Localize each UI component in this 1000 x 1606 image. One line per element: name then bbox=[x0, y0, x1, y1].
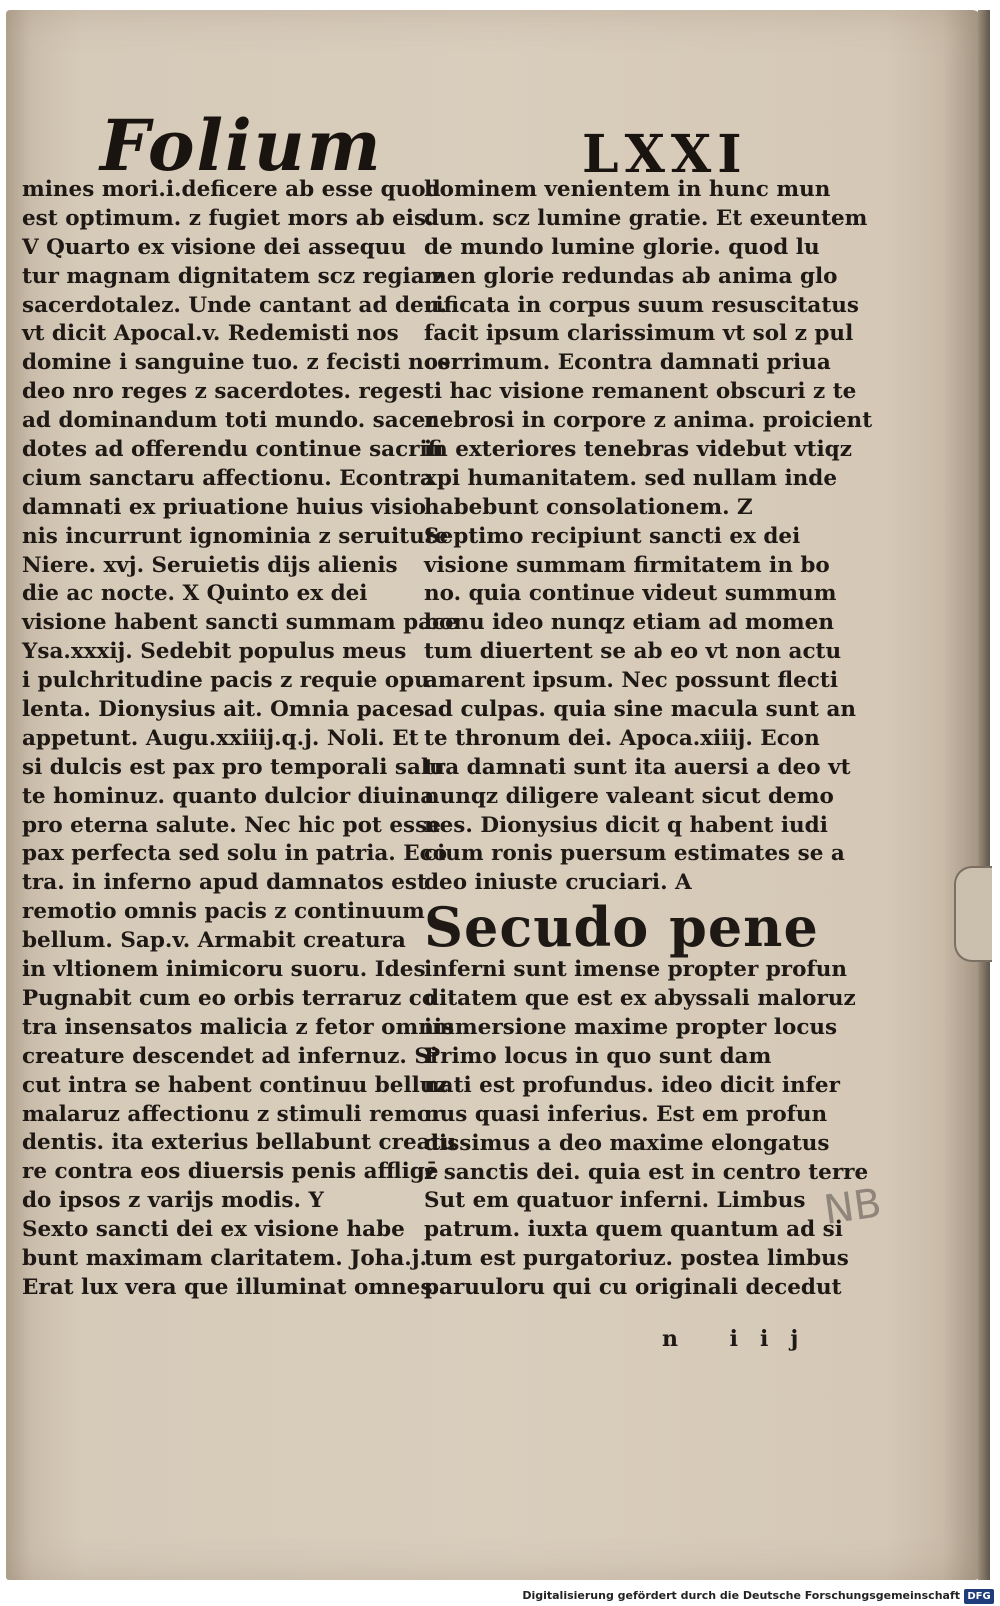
text-line: tur magnam dignitatem scz regia z bbox=[22, 263, 445, 289]
right-column-top bbox=[424, 176, 873, 898]
text-line: Pugnabit cum eo orbis terraruz co bbox=[22, 985, 437, 1011]
signature-mark: n iij bbox=[662, 1326, 821, 1352]
leaf-edge bbox=[978, 10, 990, 1580]
dfg-logo: DFG bbox=[964, 1589, 994, 1604]
text-line: inferni sunt imense propter profun bbox=[424, 957, 847, 983]
text-line: xpi humanitatem. sed nullam inde bbox=[424, 465, 838, 491]
text-line: si dulcis est pax pro temporali salu bbox=[22, 754, 445, 780]
text-line: cut intra se habent continuu belluz bbox=[22, 1072, 448, 1098]
text-line: hominem venientem in hunc mun bbox=[424, 177, 831, 202]
text-line: deo iniuste cruciari. A bbox=[424, 870, 692, 896]
text-line: tra damnati sunt ita auersi a deo vt bbox=[424, 754, 851, 780]
text-line: pax perfecta sed solu in patria. Eco bbox=[22, 841, 448, 867]
text-line: re contra eos diuersis penis affligē bbox=[22, 1159, 439, 1185]
text-line: mines mori.i.deficere ab esse quod bbox=[22, 177, 441, 202]
text-line: nus quasi inferius. Est em profun bbox=[424, 1101, 828, 1127]
text-line: dissimus a deo maxime elongatus bbox=[424, 1130, 830, 1156]
text-line: malaruz affectionu z stimuli remor bbox=[22, 1101, 443, 1127]
text-line: Sexto sancti dei ex visione habe bbox=[22, 1217, 405, 1243]
text-line: vt dicit Apocal.v. Redemisti nos bbox=[22, 321, 399, 347]
running-head-folium: Folium bbox=[100, 104, 383, 187]
text-line: nis incurrunt ignominia z seruitute bbox=[22, 523, 449, 549]
text-line: Primo locus in quo sunt dam bbox=[424, 1043, 772, 1069]
text-line: bonu ideo nunqz etiam ad momen bbox=[424, 610, 834, 636]
text-line: remotio omnis pacis z continuum bbox=[22, 899, 425, 925]
text-line: nes. Dionysius dicit q habent iudi bbox=[424, 812, 828, 838]
text-line: Sut em quatuor inferni. Limbus bbox=[424, 1188, 806, 1214]
text-line: habebunt consolationem. Z bbox=[424, 494, 753, 520]
folio-number: LXXI bbox=[582, 124, 748, 185]
text-line: nebrosi in corpore z anima. proicient bbox=[424, 408, 873, 434]
margin-note: NB bbox=[821, 1180, 885, 1234]
text-line: pro eterna salute. Nec hic pot esse bbox=[22, 812, 441, 838]
text-line: ad dominandum toti mundo. sacer bbox=[22, 408, 437, 434]
text-line: damnati ex priuatione huius visio bbox=[22, 494, 427, 520]
text-line: tum est purgatoriuz. postea limbus bbox=[424, 1246, 849, 1272]
text-line: lenta. Dionysius ait. Omnia paces bbox=[22, 697, 425, 723]
text-line: in vltionem inimicoru suoru. Ides bbox=[22, 957, 426, 983]
text-line: rificata in corpus suum resuscitatus bbox=[424, 292, 860, 318]
text-line: cerrimum. Econtra damnati priua bbox=[424, 350, 831, 376]
text-line: appetunt. Augu.xxiiij.q.j. Noli. Et bbox=[22, 725, 419, 751]
text-line: cium ronis puersum estimates se a bbox=[424, 841, 845, 867]
footer-credit: Digitalisierung gefördert durch die Deutsche Forschungsgemeinschaft bbox=[522, 1589, 960, 1602]
text-line: dum. scz lumine gratie. Et exeuntem bbox=[424, 205, 868, 231]
text-line: ti hac visione remanent obscuri z te bbox=[424, 379, 857, 405]
text-line: nunqz diligere valeant sicut demo bbox=[424, 783, 834, 809]
right-column bbox=[424, 176, 873, 1303]
text-line: paruuloru qui cu originali decedut bbox=[424, 1275, 842, 1301]
text-line: dentis. ita exterius bellabunt creatu bbox=[22, 1130, 457, 1156]
text-line: bunt maximam claritatem. Joha.j. bbox=[22, 1245, 427, 1271]
text-line: cium sanctaru affectionu. Econtra bbox=[22, 465, 434, 491]
text-line: te thronum dei. Apoca.xiiij. Econ bbox=[424, 725, 820, 751]
text-line: te hominuz. quanto dulcior diuina bbox=[22, 783, 435, 809]
text-line: domine i sanguine tuo. z fecisti nos bbox=[22, 350, 451, 376]
text-line: patrum. iuxta quem quantum ad si bbox=[424, 1217, 843, 1243]
text-line: creature descendet ad infernuz. Si bbox=[22, 1043, 439, 1069]
left-column bbox=[22, 176, 459, 1303]
text-line: deo nro reges z sacerdotes. reges bbox=[22, 379, 425, 405]
clasp-tab bbox=[954, 866, 992, 962]
text-line: ditatem que est ex abyssali maloruz bbox=[424, 986, 856, 1012]
text-line: i pulchritudine pacis z requie opu bbox=[22, 668, 430, 694]
text-line: immersione maxime propter locus bbox=[424, 1015, 838, 1041]
text-line: Niere. xvj. Seruietis dijs alienis bbox=[22, 552, 398, 578]
text-line: tra. in inferno apud damnatos est bbox=[22, 870, 427, 896]
text-line: de mundo lumine glorie. quod lu bbox=[424, 234, 820, 260]
section-heading: Secudo pene bbox=[424, 895, 819, 960]
text-line: dotes ad offerendu continue sacrifi bbox=[22, 437, 444, 463]
text-line: est optimum. z fugiet mors ab eis. bbox=[22, 205, 434, 231]
text-line: facit ipsum clarissimum vt sol z pul bbox=[424, 321, 854, 347]
text-line: no. quia continue videut summum bbox=[424, 581, 837, 607]
text-line: V Quarto ex visione dei assequu bbox=[22, 234, 407, 260]
text-line: Erat lux vera que illuminat omnes bbox=[22, 1274, 433, 1300]
text-line: z sanctis dei. quia est in centro terre bbox=[424, 1159, 869, 1185]
text-line: die ac nocte. X Quinto ex dei bbox=[22, 581, 368, 607]
text-line: bellum. Sap.v. Armabit creatura bbox=[22, 928, 406, 954]
text-line: ad culpas. quia sine macula sunt an bbox=[424, 697, 857, 723]
text-line: do ipsos z varijs modis. Y bbox=[22, 1188, 324, 1214]
text-line: nati est profundus. ideo dicit infer bbox=[424, 1072, 840, 1098]
text-line: Ysa.xxxij. Sedebit populus meus bbox=[22, 639, 407, 665]
text-line: tra insensatos malicia z fetor omnis bbox=[22, 1014, 455, 1040]
text-line: sacerdotalez. Unde cantant ad deu. bbox=[22, 292, 447, 318]
text-line: visione summam firmitatem in bo bbox=[424, 552, 830, 578]
text-line: men glorie redundas ab anima glo bbox=[424, 263, 838, 289]
text-line: amarent ipsum. Nec possunt flecti bbox=[424, 668, 838, 694]
text-line: Septimo recipiunt sancti ex dei bbox=[424, 523, 801, 549]
text-line: in exteriores tenebras videbut vtiqz bbox=[424, 437, 852, 463]
text-line: tum diuertent se ab eo vt non actu bbox=[424, 639, 842, 665]
text-line: visione habent sancti summam pace bbox=[22, 610, 459, 636]
